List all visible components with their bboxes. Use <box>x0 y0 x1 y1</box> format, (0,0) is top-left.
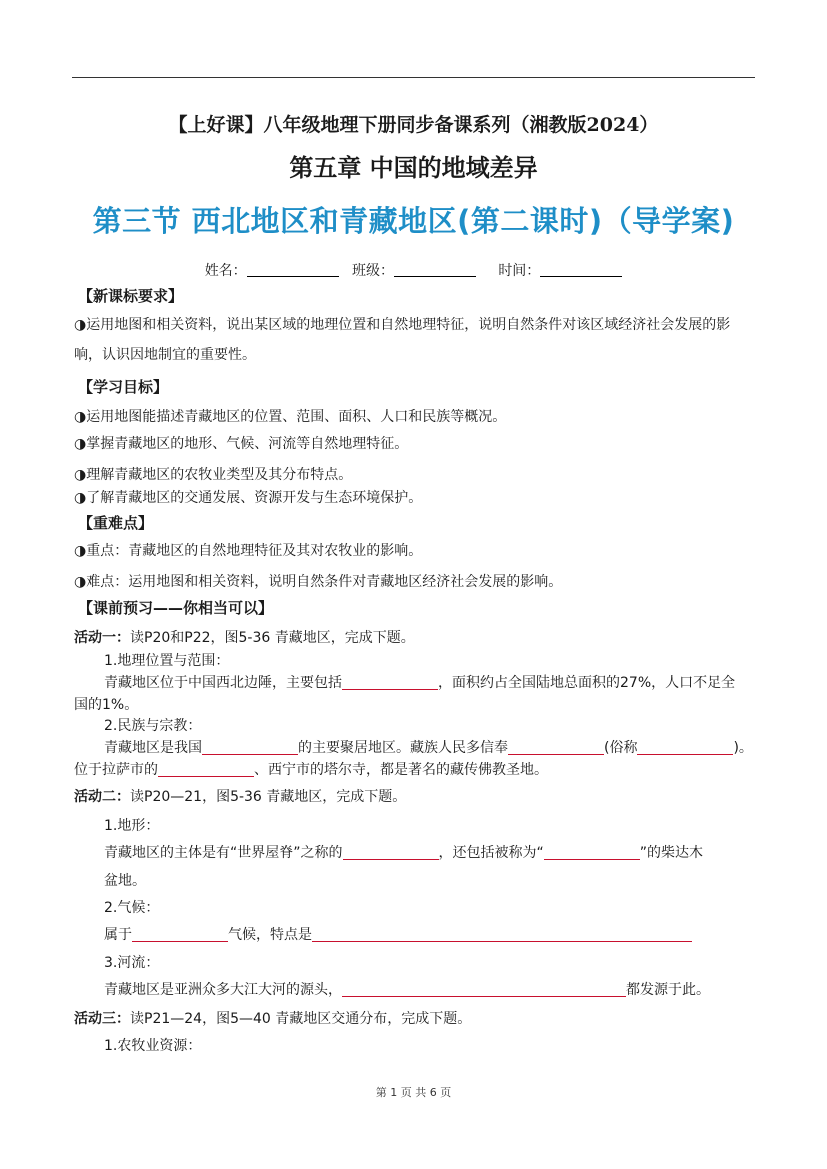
activity-1-q1-line <box>104 674 735 692</box>
difficulty-item: ◑难点：运用地图和相关资料，说明自然条件对青藏地区经济社会发展的影响。 <box>74 574 563 590</box>
activity-1-q2-line <box>104 739 753 757</box>
section-title: 第三节 西北地区和青藏地区(第二课时)（导学案) <box>92 204 735 238</box>
activity-2 <box>74 788 406 806</box>
header-rule <box>72 77 755 78</box>
answer-blank[interactable] <box>158 762 254 777</box>
question-text: 青藏地区的主体是有“世界屋脊”之称的 <box>104 845 343 861</box>
class-label: 班级： <box>352 263 395 279</box>
answer-blank[interactable] <box>342 675 438 690</box>
activity-2-q1-cont: 盆地。 <box>104 873 146 889</box>
activity-1 <box>74 629 415 647</box>
question-text: 青藏地区位于中国西北边陲，主要包括 <box>104 675 342 691</box>
series-title: 【上好课】八年级地理下册同步备课系列（湘教版2024） <box>168 114 659 136</box>
question-text: ，面积约占全国陆地总面积的27%，人口不足全 <box>438 675 736 691</box>
question-text: 都发源于此。 <box>626 982 710 998</box>
curriculum-line-1: ◑运用地图和相关资料，说出某区域的地理位置和自然地理特征，说明自然条件对该区域经济社会发展的影 <box>74 317 731 333</box>
question-text: 青藏地区是亚洲众多大江大河的源头， <box>104 982 342 998</box>
activity-1-q2-title: 2.民族与宗教： <box>104 718 202 734</box>
activity-2-q1-line <box>104 844 703 862</box>
answer-blank[interactable] <box>508 740 604 755</box>
question-text: 的主要聚居地区。藏族人民多信奉 <box>298 740 508 756</box>
time-field[interactable] <box>540 262 622 277</box>
student-info <box>0 260 827 280</box>
activity-1-text: 读P20和P22，图5-36 青藏地区，完成下题。 <box>130 630 415 646</box>
curriculum-heading: 【新课标要求】 <box>78 287 184 305</box>
answer-blank[interactable] <box>637 740 733 755</box>
activity-1-label: 活动一： <box>74 630 130 646</box>
objective-item: ◑了解青藏地区的交通发展、资源开发与生态环境保护。 <box>74 490 423 506</box>
question-text: 青藏地区是我国 <box>104 740 202 756</box>
question-text: 位于拉萨市的 <box>74 762 158 778</box>
objectives-heading: 【学习目标】 <box>78 378 169 396</box>
activity-2-q3-title: 3.河流： <box>104 955 160 971</box>
name-field[interactable] <box>247 262 339 277</box>
activity-3-label: 活动三： <box>74 1011 130 1027</box>
question-text: (俗称 <box>604 740 638 756</box>
objective-item: ◑运用地图能描述青藏地区的位置、范围、面积、人口和民族等概况。 <box>74 409 507 425</box>
chapter-title: 第五章 中国的地域差异 <box>289 154 538 182</box>
answer-blank[interactable] <box>343 845 439 860</box>
activity-2-text: 读P20—21，图5-36 青藏地区，完成下题。 <box>130 789 407 805</box>
objective-item: ◑理解青藏地区的农牧业类型及其分布特点。 <box>74 467 353 483</box>
question-text: 、西宁市的塔尔寺，都是著名的藏传佛教圣地。 <box>254 762 548 778</box>
question-text: )。 <box>733 740 753 756</box>
name-label: 姓名： <box>204 263 247 279</box>
answer-blank[interactable] <box>132 927 228 942</box>
activity-2-q1-title: 1.地形： <box>104 818 160 834</box>
activity-2-q2-line <box>104 926 692 944</box>
answer-blank[interactable] <box>202 740 298 755</box>
activity-2-label: 活动二： <box>74 789 130 805</box>
activity-1-q2-cont <box>74 761 548 779</box>
question-text: ，还包括被称为“ <box>438 845 544 861</box>
activity-2-q3-line <box>104 981 710 999</box>
activity-1-q1-title: 1.地理位置与范围： <box>104 653 230 669</box>
activity-3-text: 读P21—24，图5—40 青藏地区交通分布，完成下题。 <box>130 1011 472 1027</box>
activity-1-q1-cont: 国的1%。 <box>74 697 139 713</box>
class-field[interactable] <box>394 262 476 277</box>
question-text: ”的柴达木 <box>639 845 704 861</box>
question-text: 气候，特点是 <box>228 927 312 943</box>
page-number: 第 1 页 共 6 页 <box>375 1086 452 1099</box>
activity-2-q2-title: 2.气候： <box>104 900 160 916</box>
objective-item: ◑掌握青藏地区的地形、气候、河流等自然地理特征。 <box>74 436 409 452</box>
key-point-item: ◑重点：青藏地区的自然地理特征及其对农牧业的影响。 <box>74 543 423 559</box>
question-text: 属于 <box>104 927 132 943</box>
time-label: 时间： <box>498 263 541 279</box>
answer-blank[interactable] <box>544 845 640 860</box>
curriculum-line-2: 响，认识因地制宜的重要性。 <box>74 347 256 363</box>
answer-blank[interactable] <box>312 927 692 942</box>
activity-3-q1-title: 1.农牧业资源： <box>104 1038 202 1054</box>
activity-3 <box>74 1010 471 1028</box>
key-points-heading: 【重难点】 <box>78 514 154 532</box>
answer-blank[interactable] <box>342 982 626 997</box>
preview-heading: 【课前预习——你相当可以】 <box>78 599 274 617</box>
